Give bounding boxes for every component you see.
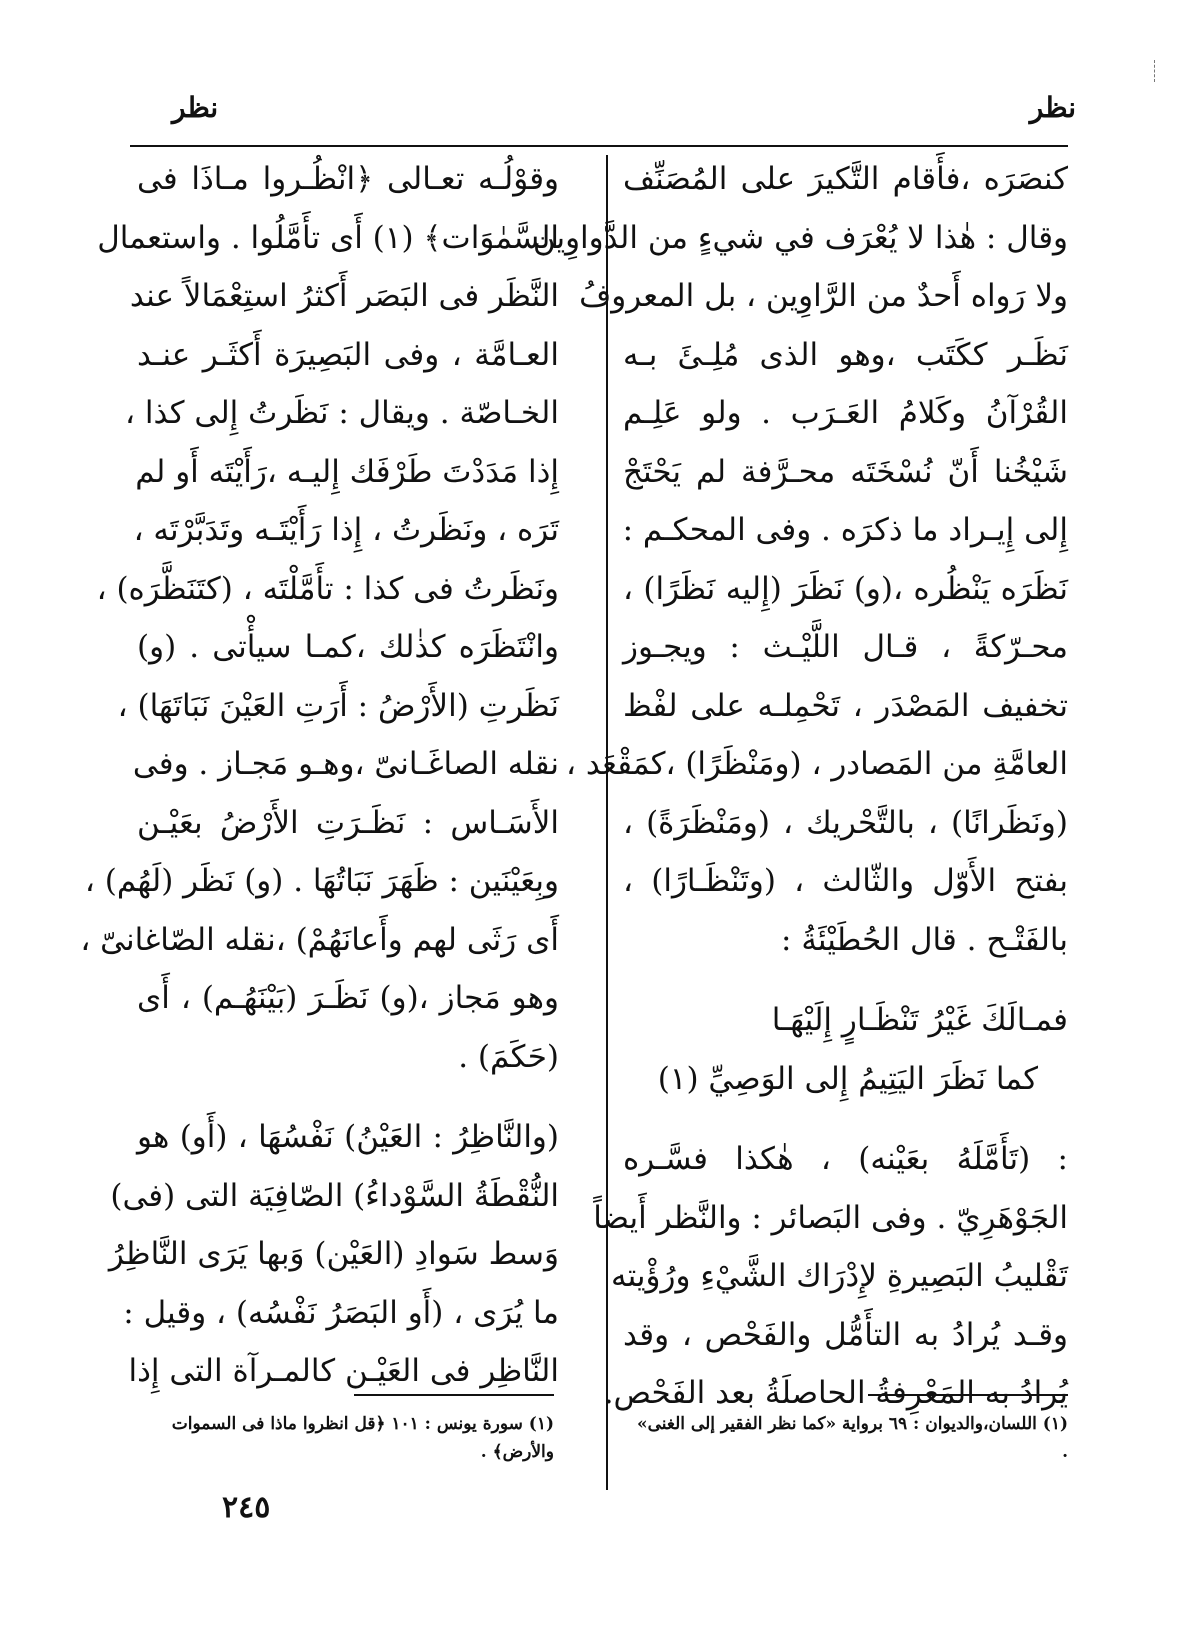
poem-hemistich-2: كما نَظَرَ اليَتِيمُ إِلى الوَصِيِّ (١): [657, 1060, 1038, 1097]
text-line: ونَظَرتُ فى كذا : تأَمَّلْتَه ، (كتَنَظَّرَه) ،: [96, 570, 559, 607]
text-line: : (تَأَمَّلَهُ بعَيْنه) ، هٰكذا فسَّـره: [623, 1141, 1068, 1177]
text-line: (حَكَمَ) .: [458, 1038, 559, 1075]
text-line: وَسط سَوادِ (العَيْن) وَبها يَرَى النَّاظِرُ: [108, 1236, 559, 1272]
text-line: إِلى إِيـراد ما ذكرَه . وفى المحكـم :: [622, 512, 1068, 548]
text-line: شَيْخُنا أَنّ نُسْخَتَه محـرَّفة لم يَحْتَجْ: [623, 453, 1068, 490]
right-column: [532, 150, 1068, 1411]
text-line: الخـاصّة . ويقال : نَظَرتُ إِلى كذا ،: [125, 395, 559, 431]
header-rule: [130, 145, 1068, 147]
text-line: العـامَّة ، وفى البَصِيرَة أَكثَـر عنـد: [137, 336, 559, 373]
text-line: وقوْلُـه تعـالى ﴿انْظُـروا مـاذَا فى: [137, 161, 559, 197]
text-line: ولا رَواه أَحدٌ من الرَّاوِين ، بل المعروفُ: [579, 278, 1068, 314]
text-line: وقـد يُرادُ به التأَمُّل والفَحْص ، وقد: [623, 1316, 1068, 1353]
text-line: بالفَتْـح . قال الحُطَيْئَةُ :: [781, 921, 1068, 958]
text-line: إِذا مَدَدْتَ طَرْفَك إِليـه ،رَأَيْتَه أَو لم: [135, 453, 559, 490]
text-line: تَقْليبُ البَصِيرةِ لإِدْرَاك الشَّيْءِ ورُؤْيته: [610, 1258, 1068, 1294]
text-line: ما يُرَى ، (أَو البَصَرُ نَفْسُه) ، وقيل :: [123, 1294, 559, 1331]
paragraph-gap: [137, 1086, 559, 1108]
poem-hemistich-1: فمـالَكَ غَيْرُ تَنْظَـارٍ إِلَيْهَـا: [771, 1002, 1068, 1038]
footnote-rule-left: [354, 1394, 554, 1396]
column-divider: [606, 155, 608, 1490]
text-line: (ونَظَرانًا) ، بالتَّحْريك ، (ومَنْظَرَةً) ،: [623, 804, 1068, 841]
text-line: كنصَرَه ،فأَقام التَّكيرَ على المُصَنِّف: [623, 161, 1068, 197]
text-line: النَّاظِر فى العَيْـن كالمـرآة التى إِذا: [128, 1353, 559, 1389]
footnote-rule-right: [868, 1394, 1068, 1396]
text-line: النُّقْطَةُ السَّوْداءُ) الصّافِيَة التى (فى): [110, 1177, 559, 1214]
running-header-right: نظر: [1029, 91, 1076, 124]
text-line: نقله الصاغَـانىّ ،وهـو مَجـاز . وفى: [132, 746, 559, 782]
text-line: وقال : هٰذا لا يُعْرَف في شيءٍ من الدَّواوِين: [532, 219, 1068, 256]
text-line: وبِعَيْنَين : ظَهَرَ نَبَاتُهَا . (و) نَظَر (لَهُم) ،: [84, 863, 559, 899]
footnote-right: (١) اللسان،والديوان : ٦٩ برواية «كما نظر الفقير إلى الغنى» .: [636, 1414, 1068, 1462]
scan-edge-mark: [1154, 60, 1155, 82]
text-line: محـرّكةً ، قـال اللَّيْـث : ويجـوز: [623, 629, 1068, 665]
text-line: العامَّةِ من المَصادر ، (ومَنْظَرًا) ،كمَقْعَد ،: [566, 746, 1068, 782]
text-line: القُرْآنُ وكَلامُ العَـرَب . ولو عَلِـم: [623, 395, 1068, 431]
footnote-left: (١) سورة يونس : ١٠١ ﴿قل انظروا ماذا فى السموات والأرض﴾ .: [171, 1414, 554, 1462]
text-line: تخفيف المَصْدَر ، تَحْمِلـه على لفْظ: [623, 687, 1068, 724]
running-header-left: نظر: [172, 91, 219, 124]
text-line: نَظَرَه يَنْظُره ،(و) نَظَرَ (إِليه نَظَرًا) ،: [623, 570, 1068, 607]
text-line: (والنَّاظِرُ : العَيْنُ) نَفْسُهَا ، (أَو) هو: [137, 1119, 559, 1155]
text-line: يُرادُ به المَعْرِفةُ الحاصلَةُ بعد الفَحْص.: [603, 1375, 1068, 1411]
text-line: الأَسَـاس : نَظَـرَتِ الأَرْضُ بعَيْـن: [137, 804, 559, 841]
text-line: نَظَـر ككَتَب ،وهو الذى مُلِـئَ بـه: [623, 336, 1068, 373]
text-line: وانْتَظَرَه كذٰلك ،كمـا سيأْتى . (و): [137, 629, 559, 665]
paragraph-gap: [623, 1108, 1068, 1130]
text-line: وهو مَجاز ،(و) نَظَـرَ (بَيْنَهُـم) ، أَى: [137, 980, 559, 1016]
text-line: النَّظَر فى البَصَر أَكثرُ استِعْمَالاً عند: [129, 278, 559, 314]
text-line: أَى رَثَى لهم وأَعانَهُمْ) ،نقله الصّاغانىّ ،: [80, 921, 559, 958]
text-line: الجَوْهَرِيّ . وفى البَصائر : والنَّظر أَيضاً: [593, 1199, 1068, 1236]
left-column: [80, 150, 559, 1390]
text-line: تَرَه ، ونَظَرتُ ، إِذا رَأَيْتَـه وتَدَبَّرْتَه ،: [133, 512, 559, 548]
page-number: ٢٤٥: [222, 1490, 271, 1525]
text-line: بفتح الأَوّل والثّالث ، (وتَنْظَـارًا) ،: [623, 863, 1068, 899]
text-line: السَّمٰوَات﴾ (١) أَى تأَمَّلُوا . واستعمال: [97, 219, 559, 256]
text-line: نَظَرتِ (الأَرْضُ : أَرَتِ العَيْنَ نَبَاتَهَا) ،: [117, 687, 559, 724]
